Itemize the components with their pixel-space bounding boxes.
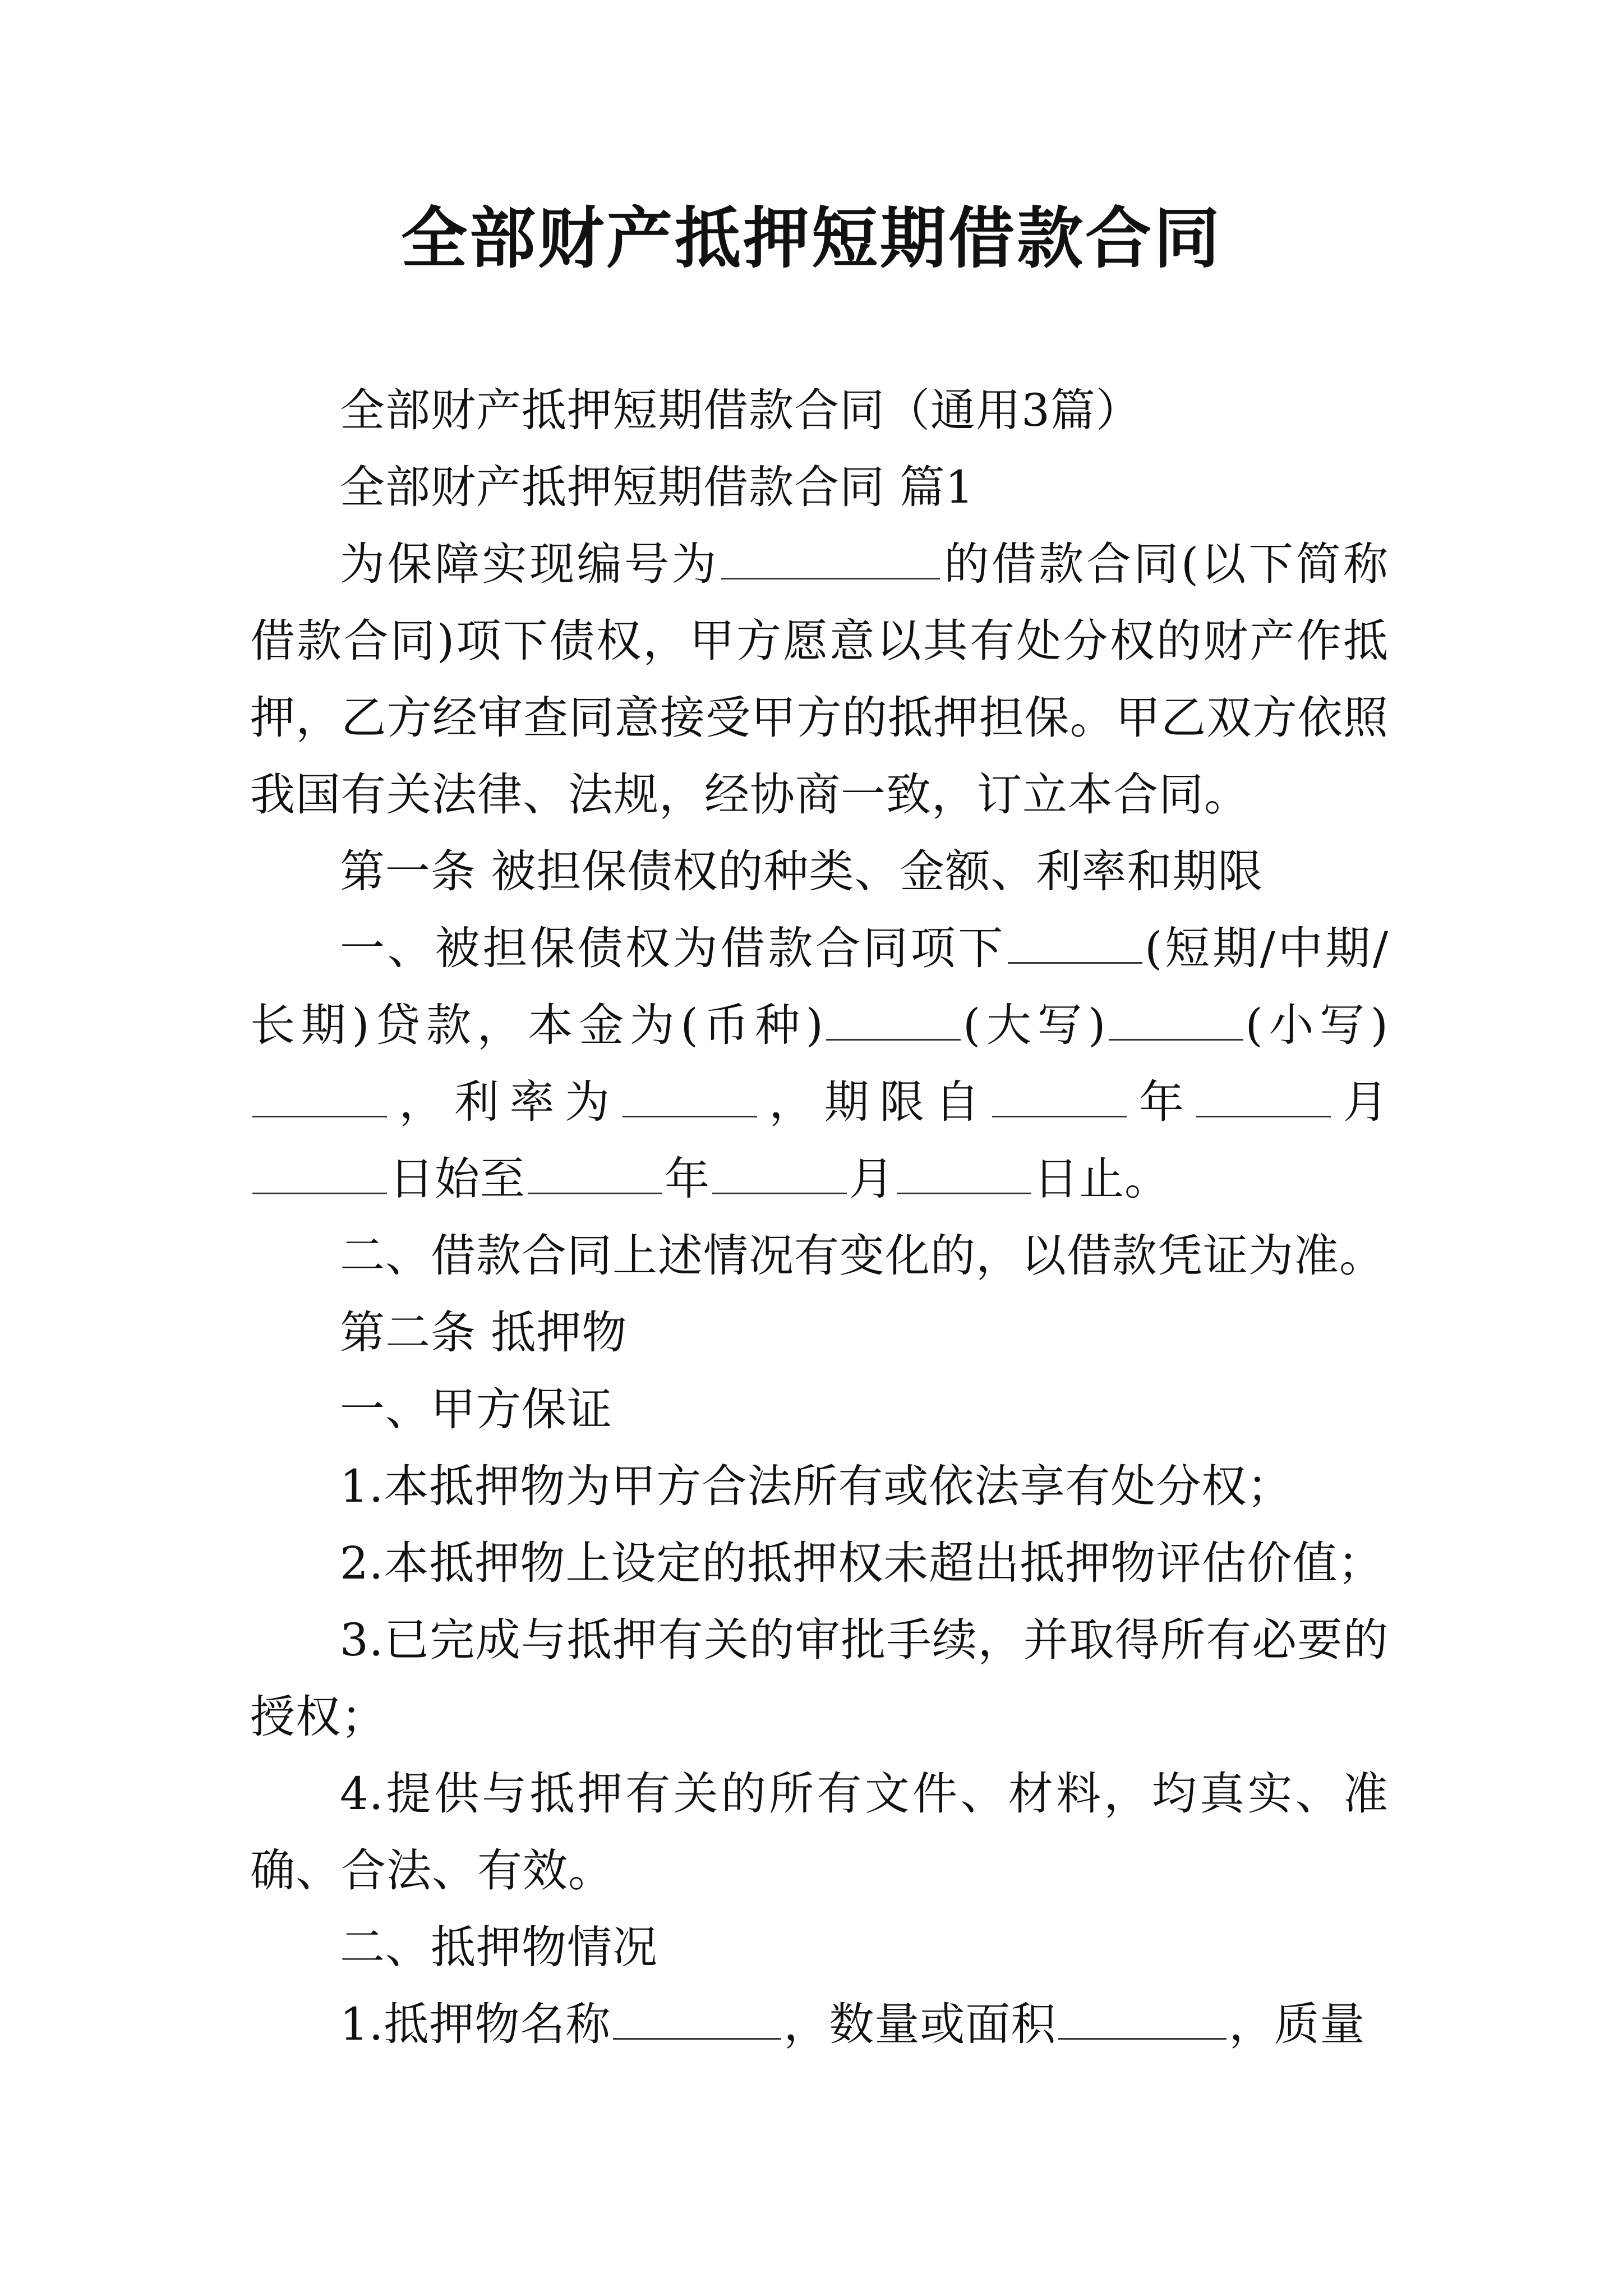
text-segment: 1.抵押物名称 [340, 1998, 611, 2050]
document-title: 全部财产抵押短期借款合同 [400, 199, 1222, 277]
text-segment: (短期/中期/长期)贷款，本金为(币种) [250, 922, 1389, 1051]
amount-figures-blank [252, 1080, 387, 1117]
amount-words-blank [1109, 1003, 1243, 1041]
text-segment: 年 [1129, 1076, 1195, 1128]
collateral-heading: 二、抵押物情况 [340, 1921, 658, 1973]
text-segment: (小写) [1245, 999, 1389, 1051]
text-segment: 一、被担保债权为借款合同项下 [340, 922, 1006, 974]
guarantee-item-1: 1.本抵押物为甲方合法所有或依法享有处分权； [340, 1460, 1293, 1512]
guarantee-item-3: 3.已完成与抵押有关的审批手续，并取得所有必要的授权； [250, 1614, 1389, 1743]
paragraph-purpose [250, 526, 1389, 833]
quantity-area-blank [1058, 2002, 1227, 2040]
text-segment: (大写) [962, 999, 1106, 1051]
text-segment: 的借款合同(以下简称借款合同)项下债权，甲方愿意以其有处分权的财产作抵押，乙方经审查同意接受甲方的抵押担保。甲乙双方依照我国有关法律、法规，经协商一致，订立本合同。 [250, 538, 1389, 821]
text-segment: ，质量 [1229, 1998, 1366, 2050]
article-1-item-1 [250, 910, 1389, 1217]
text-segment: ，数量或面积 [783, 1998, 1057, 2050]
text-segment: 日始至 [389, 1153, 525, 1205]
collateral-item-1 [250, 1986, 1389, 2063]
text-segment: 月 [1333, 1076, 1389, 1128]
article-1-item-2: 二、借款合同上述情况有变化的，以借款凭证为准。 [340, 1230, 1385, 1282]
text-segment: 为保障实现编号为 [340, 538, 719, 590]
text-segment: ，利率为 [389, 1076, 620, 1128]
end-month-blank [712, 1157, 847, 1194]
end-year-blank [528, 1157, 662, 1194]
loan-type-blank [1008, 926, 1142, 964]
text-segment: 月 [849, 1153, 895, 1205]
document-subtitle: 全部财产抵押短期借款合同（通用3篇） [340, 384, 1141, 436]
guarantee-item-2: 2.本抵押物上设定的抵押权未超出抵押物评估价值； [340, 1537, 1384, 1589]
collateral-name-blank [613, 2002, 781, 2040]
guarantee-heading: 一、甲方保证 [340, 1383, 612, 1435]
text-segment: 日止。 [1034, 1153, 1170, 1205]
start-month-blank [1196, 1080, 1331, 1117]
guarantee-item-4: 4.提供与抵押有关的所有文件、材料，均真实、准确、合法、有效。 [250, 1768, 1389, 1897]
article-2-heading: 第二条 抵押物 [340, 1306, 628, 1359]
section-heading: 全部财产抵押短期借款合同 篇1 [340, 461, 975, 513]
interest-rate-blank [623, 1080, 757, 1117]
text-segment: 年 [665, 1153, 710, 1205]
start-year-blank [992, 1080, 1127, 1117]
contract-number-blank [721, 542, 940, 579]
document-body [250, 372, 1389, 2063]
text-segment: ，期限自 [759, 1076, 990, 1128]
article-1-heading: 第一条 被担保债权的种类、金额、利率和期限 [340, 845, 1264, 898]
end-day-blank [897, 1157, 1031, 1194]
start-day-blank [252, 1157, 387, 1194]
currency-blank [826, 1003, 961, 1041]
